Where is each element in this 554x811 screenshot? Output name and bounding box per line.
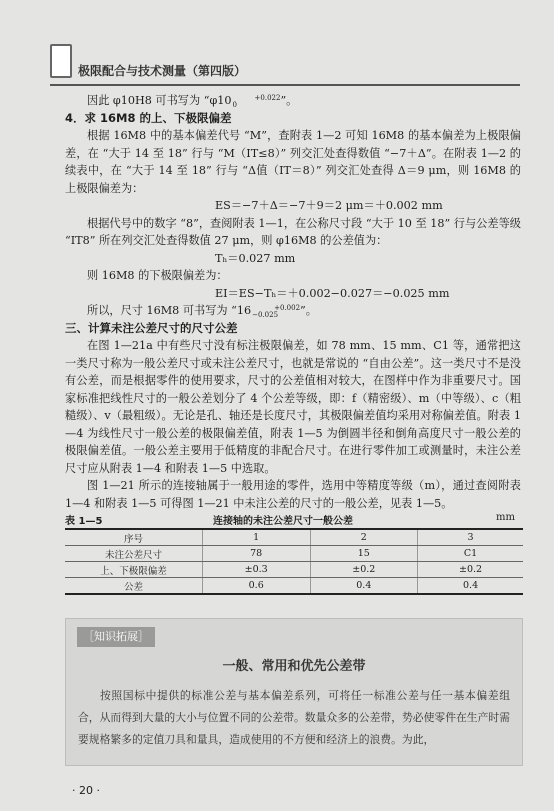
box-text: 按照国标中提供的标准公差与基本偏差系列，可将任一标准公差与任一基本偏差组合，从而得到大量的大小与位置不同的公差带。数量众多的公差带，势必使零件在生产时需要规格繁多的定值刀具和量具，造成使用的不方便和经济上的浪费。为此，: [78, 689, 510, 746]
table-cell: 序号: [65, 529, 202, 546]
header-corner-mark: [50, 44, 72, 78]
table-cell: ±0.2: [310, 562, 418, 578]
paragraph-p3: 根据代号中的数字 “8”，查阅附表 1—1，在公称尺寸段 “大于 10 至 18” 行与公差等级 “IT8” 所在列交汇处查得数值 27 μm，则 φ16M8 的公差值为：: [65, 216, 521, 247]
table-row: [65, 578, 523, 595]
table-number: 表 1—5: [65, 516, 103, 527]
table-cell: 3: [418, 529, 523, 546]
paragraph-p2: 根据 16M8 中的基本偏差代号 “M”，查附表 1—2 可知 16M8 的基本偏差为上极限偏差，在 “大于 14 至 18” 行与 “M（IT≤8）” 列交汇处查得数值 “−7＋Δ”。在附表 1—2 的续表中，在 “大于 14 至 18” 行与 “Δ值（IT＝8）” 列交汇处查得 Δ＝9 μm，则 16M8 的上极限偏差为：: [65, 129, 521, 195]
table-row: [65, 529, 523, 546]
paragraph-p7: 图 1—21 所示的连接轴属于一般用途的零件，选用中等精度等级（m），通过查阅附表 1—4 和附表 1—5 可得图 1—21 中未注公差的尺寸的一般公差，见表 1—5。: [65, 479, 521, 510]
tolerance-stack: [252, 305, 300, 319]
paragraph-p1: [65, 92, 521, 110]
p1-end: ”。: [280, 94, 298, 107]
table-row: [65, 562, 523, 578]
box-tag: ［知识拓展］: [77, 627, 155, 647]
tolerance-stack: [233, 95, 281, 109]
table-cell: 0.4: [310, 578, 418, 595]
section-heading-4: 4．求 16M8 的上、下极限偏差: [65, 110, 232, 125]
equation-es: ES＝−7＋Δ＝−7＋9＝2 μm＝＋0.002 mm: [215, 199, 443, 212]
running-header-title: 极限配合与技术测量（第四版）: [78, 64, 247, 78]
table-cell: ±0.3: [202, 562, 310, 578]
p1-text: 因此 φ10H8 可书写为 “φ10: [87, 94, 232, 107]
p5-text: 所以，尺寸 16M8 可书写为 “16: [87, 304, 252, 317]
paragraph-p4: 则 16M8 的下极限偏差为：: [87, 269, 228, 282]
tol-lower: 0: [232, 101, 237, 109]
equation-th: Tₕ＝0.027 mm: [215, 251, 296, 265]
page-number: · 20 ·: [72, 784, 100, 797]
table-cell: 1: [202, 529, 310, 546]
table-cell: 0.6: [202, 578, 310, 595]
tol-upper: +0.022: [254, 94, 281, 102]
table-cell: C1: [418, 546, 523, 562]
table-cell: 15: [310, 546, 418, 562]
tol-lower: −0.025: [252, 311, 279, 319]
table-cell: 78: [202, 546, 310, 562]
tolerance-table: [65, 528, 523, 595]
table-cell: 0.4: [418, 578, 523, 595]
p5-end: ”。: [300, 304, 317, 317]
section-heading-3: 三、计算未注公差尺寸的尺寸公差: [65, 320, 238, 335]
table-cell: ±0.2: [418, 562, 523, 578]
box-title: 一般、常用和优先公差带: [222, 659, 366, 674]
table-cell: 上、下极限偏差: [65, 562, 202, 578]
tol-upper: +0.002: [274, 304, 301, 312]
table-row: [65, 546, 523, 562]
table-unit: mm: [496, 512, 515, 523]
table-cell: 未注公差尺寸: [65, 546, 202, 562]
paragraph-p5: [65, 302, 521, 320]
paragraph-p6: 在图 1—21a 中有些尺寸没有标注极限偏差，如 78 mm、15 mm、C1 等，通常把这一类尺寸称为一般公差尺寸或未注公差尺寸，也就是常说的 “自由公差”。这一类尺寸不是没有公差，而是根据零件的使用要求，尺寸的公差值相对较大，在图样中作为非重要尺寸。国家标准把线性尺寸的一般公差划分了 4 个公差等级，即：f（精密级）、m（中等级）、c（粗糙级）、v（最粗级）。无论是孔、轴还是长度尺寸，其极限偏差值均采用对称偏差值。附表 1—4 为线性尺寸一般公差的极限偏差值，附表 1—5 为倒圆半径和倒角高度尺寸一般公差的极限偏差值。一般公差主要用于低精度的非配合尺寸。在进行零件加工或测量时，未注公差尺寸应从附表 1—4 和附表 1—5 中选取。: [65, 339, 521, 475]
table-title: 连接轴的未注公差尺寸一般公差: [213, 516, 353, 527]
knowledge-extension-box: [65, 618, 523, 766]
table-cell: 2: [310, 529, 418, 546]
table-cell: 公差: [65, 578, 202, 595]
body-text: [65, 92, 521, 512]
equation-ei: EI＝ES−Tₕ＝＋0.002−0.027＝−0.025 mm: [215, 286, 450, 300]
